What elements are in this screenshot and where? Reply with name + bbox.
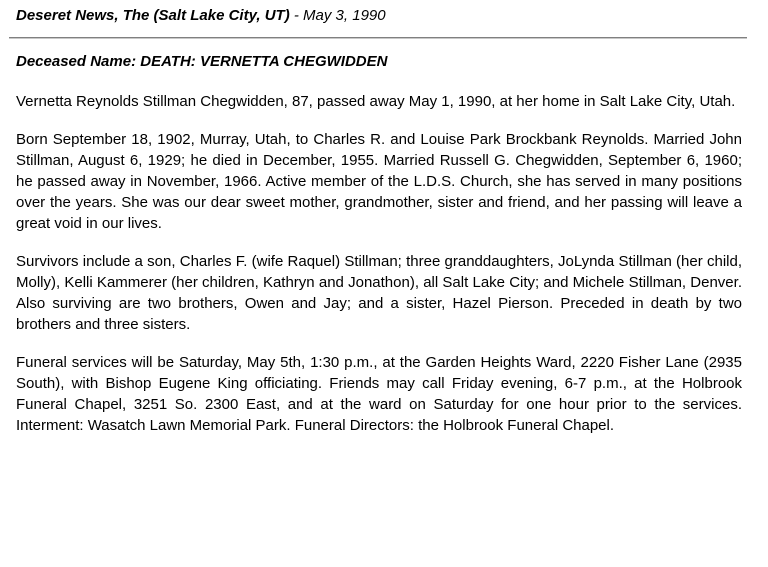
- header-separator: -: [289, 7, 304, 24]
- obituary-paragraph-1: Vernetta Reynolds Stillman Chegwidden, 87, passed away May 1, 1990, at her home in Salt Lake City, Utah.: [16, 93, 736, 110]
- obituary-body: [16, 91, 742, 453]
- deceased-name-heading: Deceased Name: DEATH: VERNETTA CHEGWIDDEN: [16, 53, 388, 70]
- publication-date: May 3, 1990: [303, 7, 386, 24]
- obituary-paragraph-2: Born September 18, 1902, Murray, Utah, to Charles R. and Louise Park Brockbank Reynolds. Married John Stillman, August 6, 1929; he died in December, 1955. Married Russell G. Chegwidden, September 6, 1960; he passed away in November, 1966. Active member of the L.D.S. Church, she has served in many positions over the years. She was our dear sweet mother, grandmother, sister and friend, and her passing will leave a great void in our lives.: [16, 131, 742, 232]
- header-divider: [9, 37, 747, 39]
- publication-header: [16, 7, 386, 24]
- obituary-paragraph-4: Funeral services will be Saturday, May 5th, 1:30 p.m., at the Garden Heights Ward, 2220 Fisher Lane (2935 South), with Bishop Eugene King officiating. Friends may call Friday evening, 6-7 p.m., at the Holbrook Funeral Chapel, 3251 So. 2300 East, and at the ward on Saturday for one hour prior to the services. Interment: Wasatch Lawn Memorial Park. Funeral Directors: the Holbrook Funeral Chapel.: [16, 354, 742, 434]
- publication-name: Deseret News, The (Salt Lake City, UT): [16, 7, 290, 24]
- obituary-paragraph-3: Survivors include a son, Charles F. (wife Raquel) Stillman; three granddaughters, JoLynda Stillman (her child, Molly), Kelli Kammerer (her children, Kathryn and Jonathon), all Salt Lake City; and Michele Stillman, Denver. Also surviving are two brothers, Owen and Jay; and a sister, Hazel Pierson. Preceded in death by two brothers and three sisters.: [16, 253, 742, 333]
